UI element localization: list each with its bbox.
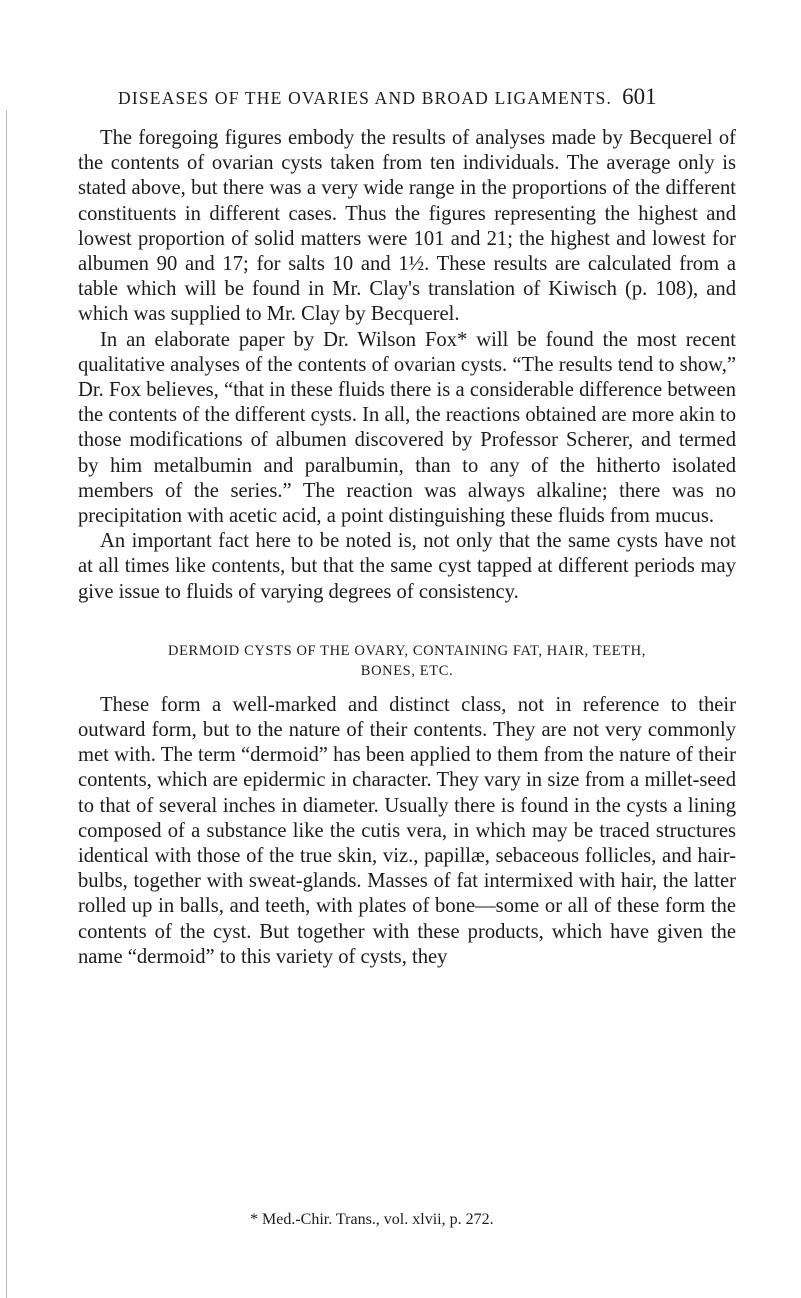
main-text [78, 126, 736, 970]
running-header [118, 84, 738, 110]
section-heading-dermoid-cysts [78, 641, 736, 681]
page-number: 601 [622, 84, 657, 109]
paragraph-becquerel-analyses: The foregoing figures embody the results of analyses made by Becquerel of the contents of ovarian cysts taken from ten individuals. The average only is stated above, but there was a very wide range in the proportions of the different constituents in different cases. Thus the figures representing the highest and lowest proportion of solid matters were 101 and 21; the highest and lowest for albumen 90 and 17; for salts 10 and 1½. These results are calculated from a table which will be found in Mr. Clay's translation of Kiwisch (p. 108), and which was supplied to Mr. Clay by Becquerel. [78, 127, 736, 326]
paragraph-dermoid-description: These form a well-marked and distinct class, not in reference to their outward form, but to the nature of their contents. They are not very commonly met with. The term “dermoid” has been applied to them from the nature of their contents, which are epidermic in character. They vary in size from a millet-seed to that of several inches in diameter. Usually there is found in the cysts a lining composed of a substance like the cutis vera, in which may be traced structures identical with those of the true skin, viz., papillæ, sebaceous follicles, and hair-bulbs, together with sweat-glands. Masses of fat intermixed with hair, the latter rolled up in balls, and teeth, with plates of bone—some or all of these form the contents of the cyst. But together with these products, which have given the name “dermoid” to this variety of cysts, they [78, 693, 736, 968]
page-binding-edge [6, 110, 7, 1298]
section-heading-line-2: BONES, ETC. [360, 662, 454, 679]
footnote: * Med.-Chir. Trans., vol. xlvii, p. 272. [250, 1211, 494, 1228]
paragraph-varying-consistency: An important fact here to be noted is, not only that the same cysts have not at all times like contents, but that the same cyst tapped at different periods may give issue to fluids of varying degrees of consistency. [78, 530, 736, 603]
section-heading-line-1: DERMOID CYSTS OF THE OVARY, CONTAINING FAT, HAIR, TEETH, [168, 642, 646, 659]
running-title: DISEASES OF THE OVARIES AND BROAD LIGAMENTS. [118, 88, 613, 108]
paragraph-wilson-fox: In an elaborate paper by Dr. Wilson Fox* will be found the most recent qualitative analyses of the contents of ovarian cysts. “The results tend to show,” Dr. Fox believes, “that in these fluids there is a considerable difference between the contents of the different cysts. In all, the reactions obtained are more akin to those modifications of albumen discovered by Professor Scherer, and termed by him metalbumin and paralbumin, than to any of the hitherto isolated members of the series.” The reaction was always alkaline; there was no precipitation with acetic acid, a point distinguishing these fluids from mucus. [78, 328, 736, 528]
